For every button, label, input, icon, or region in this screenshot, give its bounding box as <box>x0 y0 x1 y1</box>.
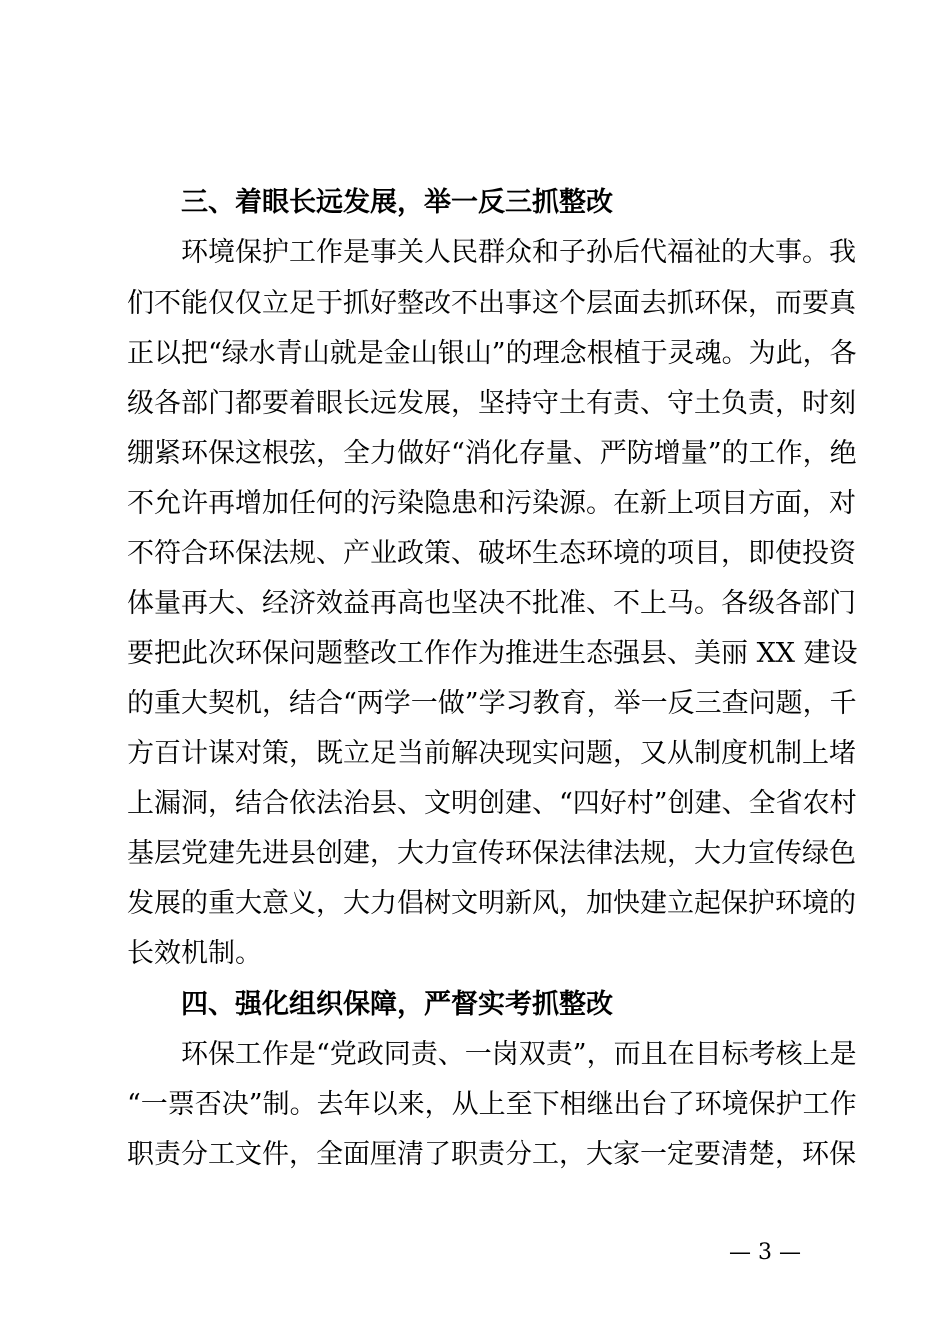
page-number: — 3 — <box>729 1240 801 1265</box>
paragraph-line: 不允许再增加任何的污染隐患和污染源。在新上项目方面，对 <box>127 488 856 519</box>
paragraph-line: 要把此次环保问题整改工作作为推进生态强县、美丽 XX 建设 <box>127 638 858 669</box>
paragraph-line: 方百计谋对策，既立足当前解决现实问题，又从制度机制上堵 <box>127 738 856 769</box>
paragraph-line: 发展的重大意义，大力倡树文明新风，加快建立起保护环境的 <box>127 888 856 919</box>
paragraph-line: 体量再大、经济效益再高也坚决不批准、不上马。各级各部门 <box>127 588 856 619</box>
paragraph-line: 环保工作是“党政同责、一岗双责”，而且在目标考核上是 <box>181 1039 857 1070</box>
paragraph-line: 正以把“绿水青山就是金山银山”的理念根植于灵魂。为此，各 <box>127 338 857 369</box>
paragraph-line: 基层党建先进县创建，大力宣传环保法律法规，大力宣传绿色 <box>127 838 856 869</box>
paragraph-line: 长效机制。 <box>127 938 262 969</box>
paragraph-line: 绷紧环保这根弦，全力做好“消化存量、严防增量”的工作，绝 <box>127 438 857 469</box>
paragraph-line: 职责分工文件，全面厘清了职责分工，大家一定要清楚，环保 <box>127 1139 856 1170</box>
section-3-heading: 三、着眼长远发展，举一反三抓整改 <box>181 187 613 218</box>
paragraph-line: “一票否决”制。去年以来，从上至下相继出台了环境保护工作 <box>127 1089 857 1120</box>
paragraph-line: 不符合环保法规、产业政策、破坏生态环境的项目，即使投资 <box>127 538 856 569</box>
section-4-heading: 四、强化组织保障，严督实考抓整改 <box>181 989 613 1020</box>
paragraph-line: 环境保护工作是事关人民群众和子孙后代福祉的大事。我 <box>181 237 856 268</box>
paragraph-line: 们不能仅仅立足于抓好整改不出事这个层面去抓环保，而要真 <box>127 288 856 319</box>
paragraph-line: 的重大契机，结合“两学一做”学习教育，举一反三查问题，千 <box>127 688 857 719</box>
paragraph-line: 级各部门都要着眼长远发展，坚持守土有责、守土负责，时刻 <box>127 388 856 419</box>
paragraph-line: 上漏洞，结合依法治县、文明创建、“四好村”创建、全省农村 <box>127 788 857 819</box>
